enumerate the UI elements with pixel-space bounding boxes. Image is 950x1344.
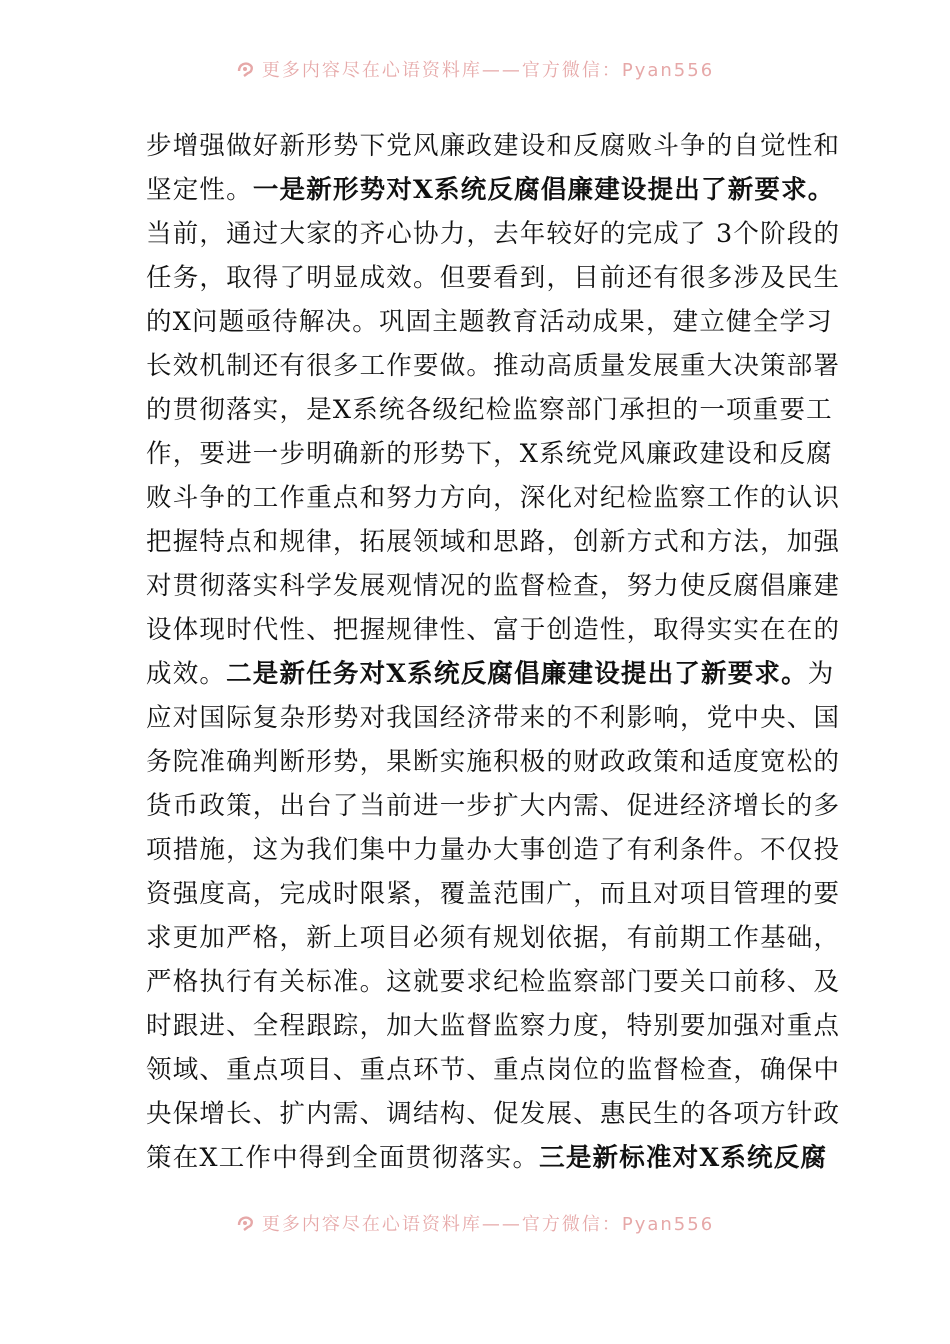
text-line: [146, 1136, 828, 1180]
text-line: [146, 300, 833, 344]
text-line: [146, 916, 841, 960]
text-line: [146, 476, 841, 520]
body-text-run: 严格执行有关标准。这就要求纪检监察部门要关口前移、及: [146, 967, 841, 997]
body-text-run: 央保增长、扩内需、调结构、促发展、惠民生的各项方针政: [146, 1099, 841, 1129]
text-line: [146, 1048, 841, 1092]
body-text-run: 的贯彻落实，是X系统各级纪检监察部门承担的一项重要工: [146, 395, 833, 425]
bold-heading-text: 一是新形势对X系统反腐倡廉建设提出了新要求。: [252, 175, 835, 205]
text-line: [146, 124, 841, 168]
text-line: [146, 828, 841, 872]
body-text-run: 应对国际复杂形势对我国经济带来的不利影响，党中央、国: [146, 703, 841, 733]
body-text-run: 成效。: [146, 659, 227, 689]
body-text-run: 步增强做好新形势下党风廉政建设和反腐败斗争的自觉性和: [146, 131, 841, 161]
body-text-run: 资强度高，完成时限紧，覆盖范围广，而且对项目管理的要: [146, 879, 841, 909]
text-line: [146, 696, 841, 740]
body-text-run: 求更加严格，新上项目必须有规划依据，有前期工作基础，: [146, 923, 841, 953]
body-text-run: 当前，通过大家的齐心协力，去年较好的完成了 3个阶段的: [146, 219, 841, 249]
body-text-run: 把握特点和规律，拓展领域和思路，创新方式和方法，加强: [146, 527, 841, 557]
watermark-header: [0, 56, 950, 82]
body-text-run: 项措施，这为我们集中力量办大事创造了有利条件。不仅投: [146, 835, 841, 865]
text-line: [146, 256, 841, 300]
body-text-run: 任务，取得了明显成效。但要看到，目前还有很多涉及民生: [146, 263, 841, 293]
text-line: [146, 344, 841, 388]
watermark-logo-icon: [236, 59, 256, 79]
text-line: [146, 388, 833, 432]
body-text-run: 为: [807, 659, 835, 689]
text-line: [146, 740, 841, 784]
watermark-text: 更多内容尽在心语资料库——官方微信：Pyan556: [261, 1214, 715, 1235]
text-line: [146, 784, 841, 828]
text-line: [146, 432, 833, 476]
body-text-run: 作，要进一步明确新的形势下，X系统党风廉政建设和反腐: [146, 439, 833, 469]
body-text-run: 策在X工作中得到全面贯彻落实。: [146, 1143, 540, 1173]
text-line: [146, 212, 841, 256]
text-line: [146, 960, 841, 1004]
text-line: [146, 608, 841, 652]
body-text-run: 时跟进、全程跟踪，加大监督监察力度，特别要加强对重点: [146, 1011, 841, 1041]
text-line: [146, 1092, 841, 1136]
body-text-run: 货币政策，出台了当前进一步扩大内需、促进经济增长的多: [146, 791, 841, 821]
body-paragraph: [146, 124, 841, 1180]
body-text-run: 的X问题亟待解决。巩固主题教育活动成果，建立健全学习: [146, 307, 833, 337]
body-text-run: 对贯彻落实科学发展观情况的监督检查，努力使反腐倡廉建: [146, 571, 841, 601]
bold-heading-text: 二是新任务对X系统反腐倡廉建设提出了新要求。: [226, 659, 808, 689]
body-text-run: 败斗争的工作重点和努力方向，深化对纪检监察工作的认识: [146, 483, 841, 513]
watermark-footer: [0, 1210, 950, 1236]
text-line: [146, 564, 841, 608]
watermark-logo-icon: [236, 1213, 256, 1233]
body-text-run: 长效机制还有很多工作要做。推动高质量发展重大决策部署: [146, 351, 841, 381]
text-line: [146, 168, 835, 212]
body-text-run: 领域、重点项目、重点环节、重点岗位的监督检查，确保中: [146, 1055, 841, 1085]
body-text-run: 设体现时代性、把握规律性、富于创造性，取得实实在在的: [146, 615, 841, 645]
watermark-text: 更多内容尽在心语资料库——官方微信：Pyan556: [261, 60, 715, 81]
text-line: [146, 1004, 841, 1048]
text-line: [146, 520, 841, 564]
text-line: [146, 652, 835, 696]
text-line: [146, 872, 841, 916]
body-text-run: 务院准确判断形势，果断实施积极的财政政策和适度宽松的: [146, 747, 841, 777]
body-text-run: 坚定性。: [146, 175, 253, 205]
bold-heading-text: 三是新标准对X系统反腐: [539, 1143, 828, 1173]
